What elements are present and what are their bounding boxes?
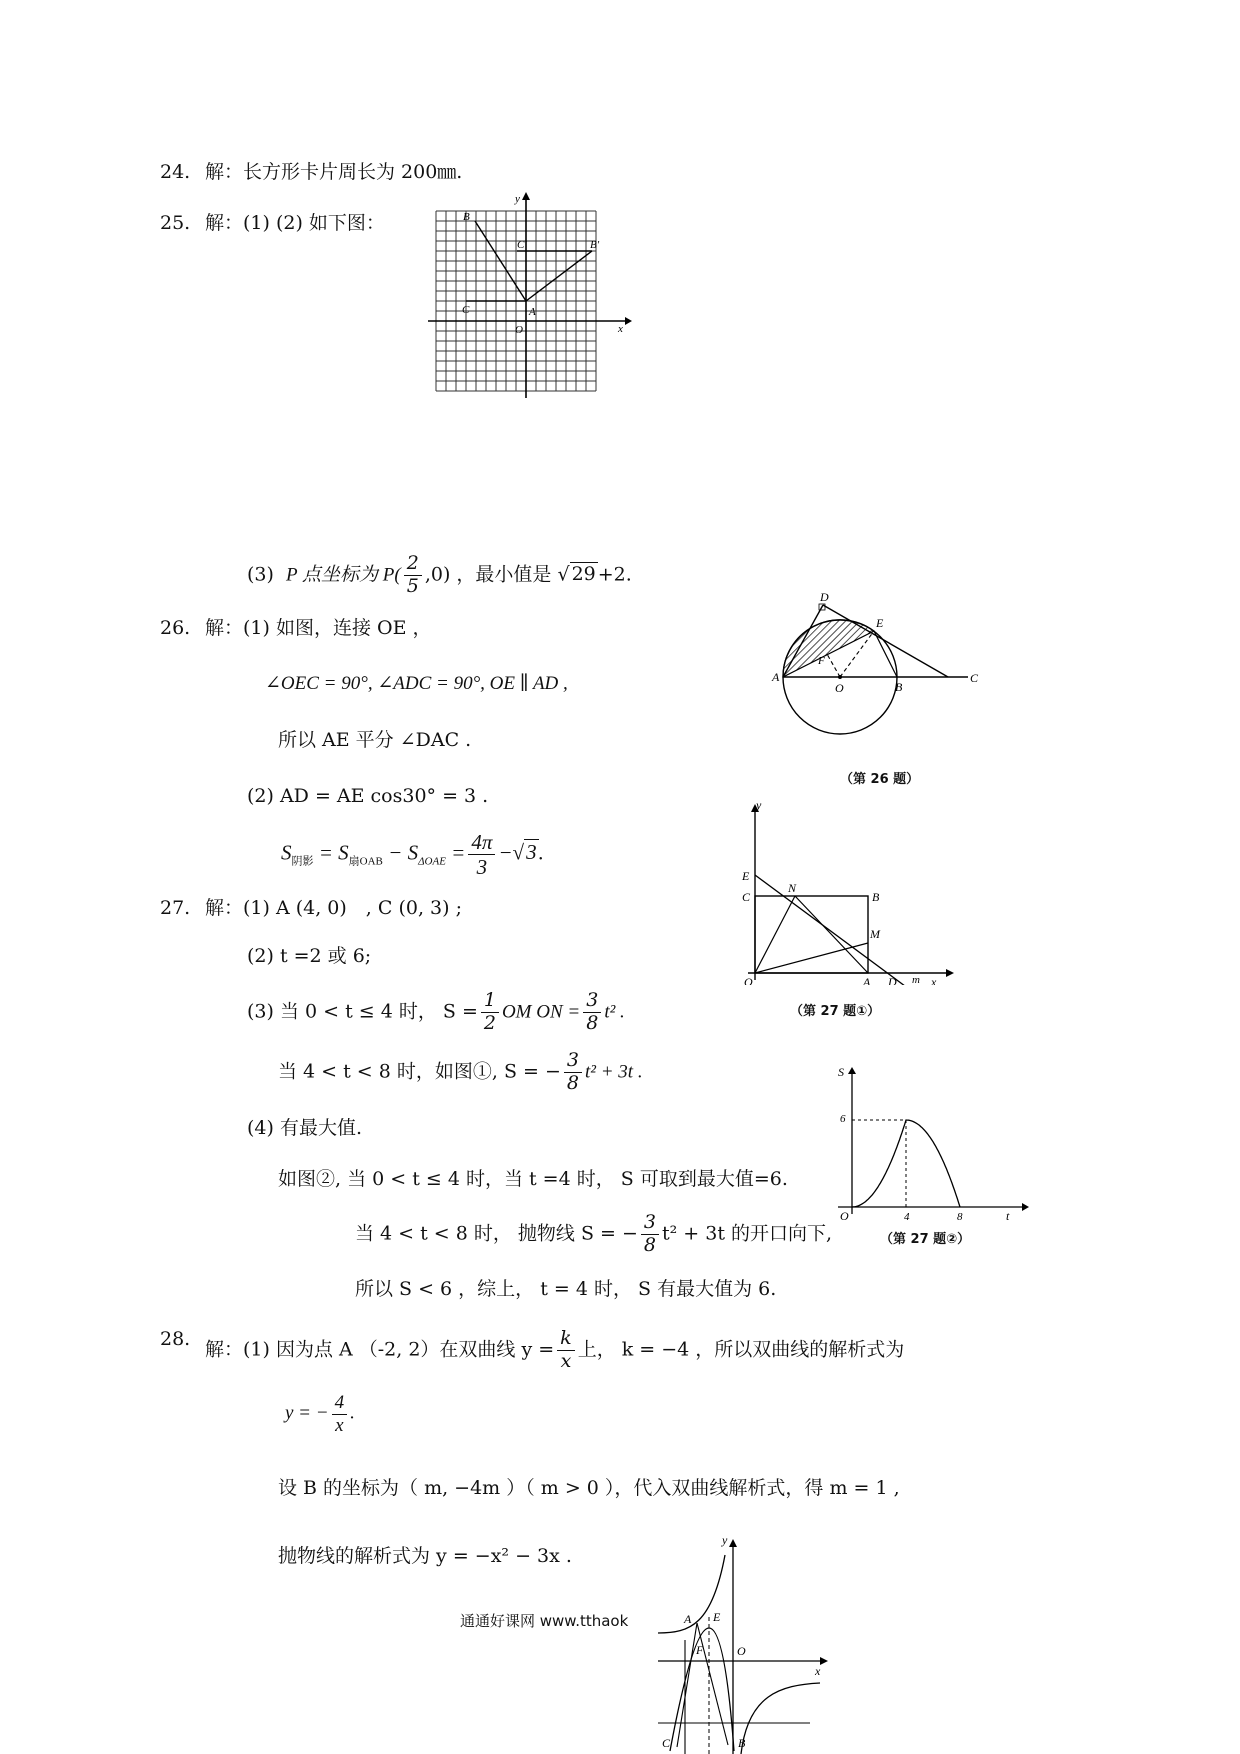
fig27a-label-b: B — [872, 890, 880, 904]
fig26-caption: （第 26 题） — [840, 772, 920, 787]
q26-frac-num: 4π — [468, 830, 495, 855]
q26-sub-sector: 扇OAB — [348, 855, 383, 868]
q27-line3-frac1 — [481, 990, 499, 1035]
q28-f1-den: x — [560, 1349, 572, 1372]
fig25-label-o: O — [515, 324, 523, 336]
fig28-label-x: x — [815, 1664, 821, 1678]
q26-s-eq: = — [445, 840, 466, 865]
fig26-label-c: C — [970, 671, 979, 685]
fig27a-caption: （第 27 题①） — [790, 1004, 881, 1019]
q25-part3-sqrt: 29 — [571, 563, 596, 586]
q25-frac-den: 5 — [406, 574, 419, 597]
q25-part3-text: P 点坐标为 P( — [286, 564, 401, 586]
fig27b-label-t: t — [1006, 1209, 1010, 1223]
q26-s: S — [281, 840, 292, 865]
fig28-label-c: C — [662, 1736, 671, 1750]
fig26-circle-figure — [770, 590, 990, 765]
fig27a-figure — [728, 800, 958, 985]
q28-line1-frac — [557, 1328, 575, 1373]
q27-line7-pre: 当 4 < t < 8 时， 抛物线 S = − — [355, 1222, 638, 1245]
fig25-label-y: y — [515, 193, 520, 205]
q27-f3-den: 8 — [566, 1071, 579, 1094]
q24-answer: 解：长方形卡片周长为 200㎜. — [205, 161, 463, 183]
fig28-label-e: E — [713, 1610, 721, 1624]
fig25-label-a: A — [529, 306, 536, 318]
q27-f2-den: 8 — [586, 1011, 599, 1034]
q26-area-formula: $S_{阴影} = S_{扇OAB} - S_{\Delta OAE}$ = $\frac{4\pi}{3}$ −√3. — [281, 830, 544, 880]
fig27a-label-e: E — [742, 869, 750, 883]
fig26-label-b: B — [895, 680, 903, 694]
q25-number: 25. — [160, 212, 191, 234]
fig27b-chart — [830, 1062, 1030, 1227]
fig27a-label-n: N — [788, 881, 797, 895]
q27-line4-end: t² + 3t . — [585, 1061, 643, 1083]
q26-line2: ∠OEC = 90°, ∠ADC = 90°, OE ∥ AD , — [265, 673, 568, 694]
q27-line8: 所以 S < 6 ，综上， t = 4 时， S 有最大值为 6. — [355, 1278, 777, 1300]
q27-line2: (2) t =2 或 6; — [247, 945, 372, 967]
fig28-label-o: O — [737, 1644, 746, 1658]
fig28-label-y: y — [722, 1535, 728, 1547]
fig27b-label-o: O — [840, 1209, 849, 1223]
q24-number: 24. — [160, 161, 191, 183]
q25-part3-fraction — [404, 553, 422, 598]
q26-sub-shadow: 阴影 — [291, 855, 314, 868]
q25-part3-prefix: (3) — [247, 563, 274, 586]
q27-line6: 如图②, 当 0 < t ≤ 4 时，当 t =4 时， S 可取到最大值=6. — [278, 1168, 788, 1190]
q27-f1-den: 2 — [483, 1011, 496, 1034]
q27-line3 — [247, 990, 625, 1035]
q27-line7-end: t² + 3t 的开口向下, — [662, 1222, 833, 1245]
q27-f2-num: 3 — [583, 990, 601, 1013]
fig28-figure — [650, 1535, 840, 1754]
q26-sqrt: 3 — [526, 840, 537, 865]
q27-f4-num: 3 — [641, 1212, 659, 1235]
q26-end-minus: − — [498, 840, 513, 865]
q27-f1-num: 1 — [481, 990, 499, 1013]
fig26-label-o: O — [835, 681, 844, 695]
fig28-label-a: A — [684, 1612, 692, 1626]
q26-frac-den: 3 — [476, 855, 488, 880]
q25-frac-num: 2 — [404, 553, 422, 576]
fig26-label-f: F — [818, 655, 825, 667]
q26-s-minus: − S — [382, 840, 419, 865]
fig26-label-a: A — [772, 670, 780, 684]
fig27b-label-four: 4 — [904, 1211, 910, 1223]
q27-line1: 解：(1) A (4, 0) , C (0, 3) ; — [205, 897, 462, 919]
fig28-label-b: B — [738, 1736, 746, 1750]
q28-line1-pre: 解：(1) 因为点 A （-2, 2）在双曲线 y = — [205, 1338, 555, 1361]
q27-line4 — [278, 1050, 643, 1095]
q26-line4: (2) AD = AE cos30° = 3 . — [247, 785, 489, 807]
q26-line1: 解：(1) 如图，连接 OE ， — [205, 617, 432, 639]
q28-line2-pre: y = − — [285, 1402, 329, 1424]
fig27a-label-m: M — [870, 927, 880, 941]
q27-line5: (4) 有最大值. — [247, 1117, 362, 1139]
fig28-label-f: F — [696, 1643, 704, 1657]
q26-end: . — [538, 840, 544, 865]
q28-line2 — [285, 1392, 355, 1437]
q25-part3-end: +2. — [597, 563, 632, 586]
q26-line3: 所以 AE 平分 ∠DAC . — [278, 729, 472, 751]
q28-line3: 设 B 的坐标为（ m, −4m ）（ m > 0 ），代入双曲线解析式，得 m = 1 , — [278, 1477, 900, 1499]
q28-line1-end: 上， k = −4 ，所以双曲线的解析式为 — [577, 1338, 905, 1361]
q25-part3: (3) P 点坐标为 P( $\frac{2}{5}$ ,0) ，最小值是 √ 29 +2. — [247, 552, 632, 597]
q27-line4-pre: 当 4 < t < 8 时，如图①, S = − — [278, 1060, 561, 1083]
fig25-label-b: B — [463, 211, 470, 223]
fig25-label-c-prime: C′ — [517, 239, 527, 251]
q28-line4: 抛物线的解析式为 y = −x² − 3x . — [278, 1545, 572, 1567]
q27-line3-pre: (3) 当 0 < t ≤ 4 时， S = — [247, 1000, 478, 1023]
watermark: 通通好课网 www.tthaok — [460, 1612, 629, 1630]
q26-number: 26. — [160, 617, 191, 639]
fig27a-label-m-line: m — [912, 974, 920, 985]
q28-number: 28. — [160, 1328, 191, 1350]
q27-line4-frac — [564, 1050, 582, 1095]
q26-sub-tri: ΔOAE — [418, 855, 446, 868]
fig27b-caption: （第 27 题②） — [880, 1232, 971, 1247]
q27-f3-num: 3 — [564, 1050, 582, 1073]
q26-fraction — [468, 830, 495, 879]
fig25-label-c: C — [462, 304, 470, 316]
q28-line2-end: . — [350, 1402, 355, 1424]
q27-line7 — [355, 1212, 832, 1257]
fig27a-label-c: C — [742, 890, 751, 904]
fig27b-label-six: 6 — [840, 1113, 846, 1125]
q28-f2-num: 4 — [332, 1392, 348, 1415]
q27-line7-frac — [641, 1212, 659, 1257]
fig27b-label-s: S — [838, 1065, 844, 1079]
q27-f4-den: 8 — [643, 1233, 656, 1256]
q25-intro: 解：(1) (2) 如下图： — [205, 212, 385, 234]
q28-line2-frac — [332, 1392, 348, 1437]
fig27a-label-y: y — [756, 800, 762, 812]
fig25-label-b-prime: B′ — [590, 239, 600, 251]
fig26-label-d: D — [820, 590, 829, 604]
q27-line3-end: t² . — [604, 1001, 625, 1023]
fig26-label-e: E — [876, 616, 884, 630]
fig25-grid-figure — [420, 190, 640, 410]
fig27b-label-eight: 8 — [957, 1211, 963, 1223]
q28-f2-den: x — [335, 1414, 344, 1436]
q27-number: 27. — [160, 897, 191, 919]
q27-line3-mid: OM ON = — [501, 1001, 581, 1023]
fig27a-label-d: D — [888, 975, 897, 985]
q27-line3-frac2 — [583, 990, 601, 1035]
fig25-label-x: x — [618, 323, 623, 335]
fig27a-label-x: x — [931, 975, 937, 985]
q28-f1-num: k — [557, 1328, 575, 1351]
fig27a-label-a: A — [863, 975, 871, 985]
q26-s-mid: = S — [313, 840, 349, 865]
q28-line1 — [205, 1328, 904, 1373]
fig27a-label-o: O — [744, 975, 753, 985]
q25-part3-after: ,0) ，最小值是 — [424, 563, 552, 586]
